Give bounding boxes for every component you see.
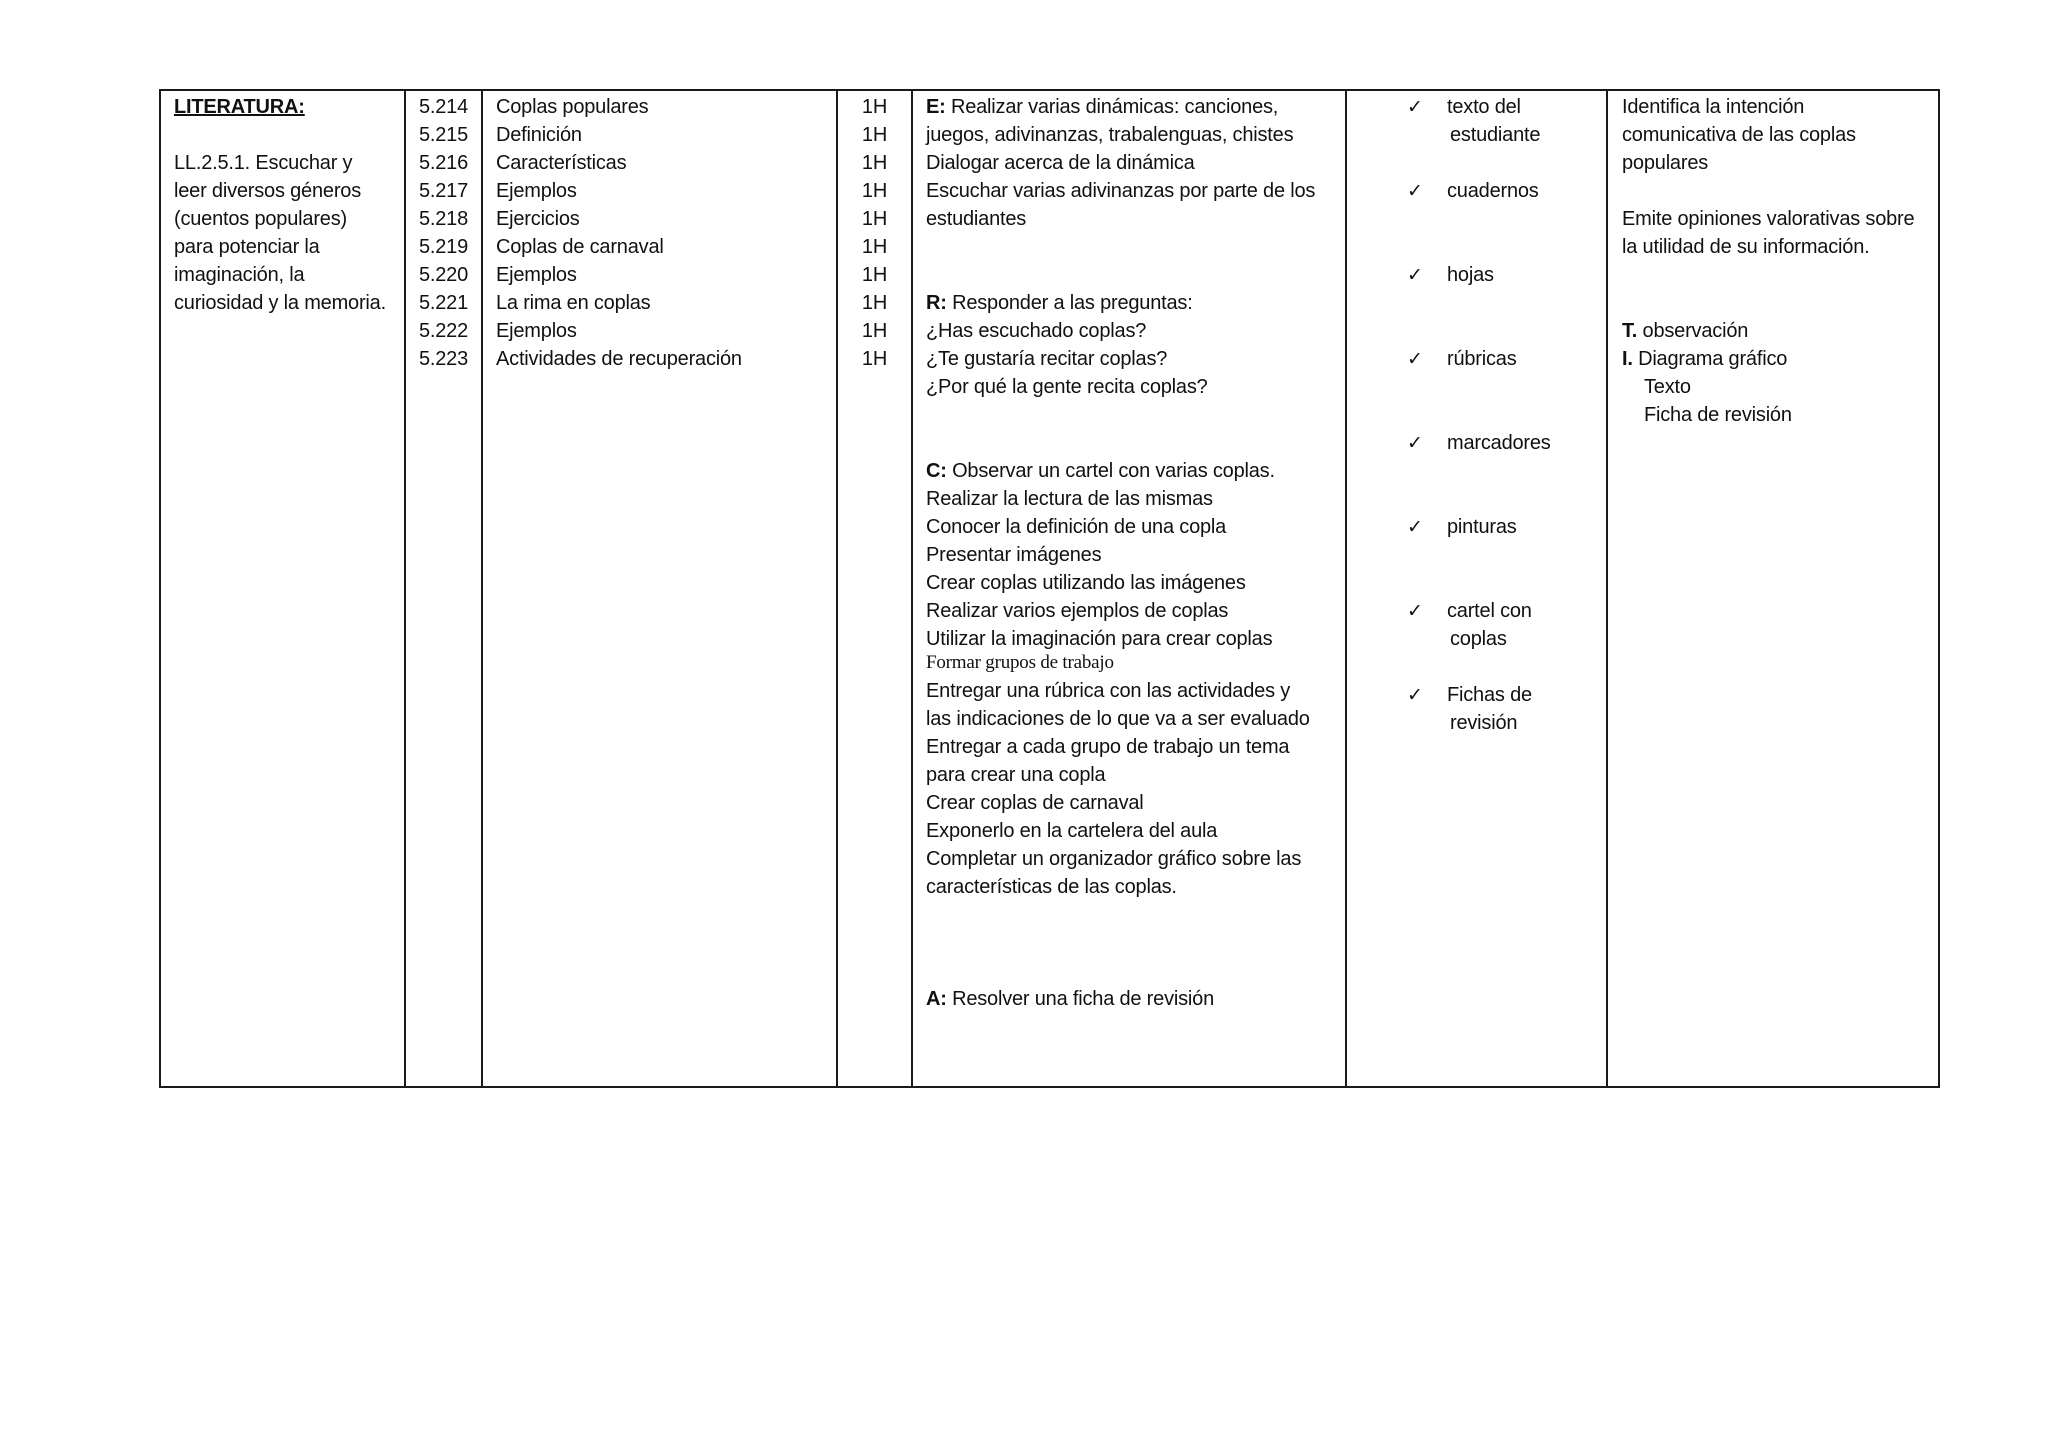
checkmark-icon: ✓ (1407, 96, 1423, 118)
activity-line: Completar un organizador gráfico sobre las (926, 848, 1302, 870)
hours-value: 1H (861, 152, 888, 174)
activity-line: para crear una copla (926, 764, 1106, 786)
topic-item: Actividades de recuperación (496, 348, 742, 370)
topic-item: Características (496, 152, 627, 174)
instrument-line: I. Diagrama gráfico (1622, 348, 1788, 370)
skill-line: (cuentos populares) (174, 208, 347, 230)
resource-label: hojas (1447, 264, 1494, 286)
resource-label: estudiante (1450, 124, 1541, 146)
hours-value: 1H (861, 180, 888, 202)
skill-line: curiosidad y la memoria. (174, 292, 386, 314)
topic-number: 5.217 (418, 180, 469, 202)
activity-line: Dialogar acerca de la dinámica (926, 152, 1195, 174)
spacer (926, 233, 1333, 289)
spacer (1622, 177, 1926, 205)
activity-line: características de las coplas. (926, 876, 1177, 898)
checkmark-icon: ✓ (1407, 432, 1423, 454)
topic-item: Definición (496, 124, 582, 146)
indicator-line: Identifica la intención (1622, 96, 1805, 118)
skill-cell (160, 90, 405, 1087)
hours-value: 1H (861, 264, 888, 286)
activity-line: Conocer la definición de una copla (926, 516, 1227, 538)
technique-line: T. observación (1622, 320, 1749, 342)
hours-value: 1H (861, 96, 888, 118)
resource-item (1347, 261, 1606, 289)
topic-number: 5.221 (418, 292, 469, 314)
instrument-item: Ficha de revisión (1644, 404, 1792, 426)
topic-number: 5.219 (418, 236, 469, 258)
topic-number: 5.220 (418, 264, 469, 286)
conceptualization-label: C: (926, 460, 947, 482)
resource-item (1347, 429, 1606, 457)
activity-line: Crear coplas utilizando las imágenes (926, 572, 1246, 594)
hours-cell (837, 90, 912, 1087)
resource-item (1347, 177, 1606, 205)
topic-item: Coplas populares (496, 96, 649, 118)
activity-line: R: Responder a las preguntas: (926, 292, 1193, 314)
resource-item (1347, 345, 1606, 373)
checkmark-icon: ✓ (1407, 348, 1423, 370)
resource-label: cuadernos (1447, 180, 1539, 202)
instrument-item: Texto (1644, 376, 1691, 398)
topic-item: La rima en coplas (496, 292, 651, 314)
activity-line: Entregar una rúbrica con las actividades y (926, 680, 1291, 702)
activities-cell (912, 90, 1346, 1087)
checkmark-icon: ✓ (1407, 684, 1423, 706)
evaluation-cell (1607, 90, 1939, 1087)
activity-line: ¿Te gustaría recitar coplas? (926, 348, 1168, 370)
topic-item: Ejemplos (496, 264, 577, 286)
activity-line: estudiantes (926, 208, 1027, 230)
resource-item (1347, 681, 1606, 737)
activity-line: las indicaciones de lo que va a ser evaluado (926, 708, 1310, 730)
application-label: A: (926, 988, 947, 1010)
activity-line: A: Resolver una ficha de revisión (926, 988, 1214, 1010)
hours-value: 1H (861, 208, 888, 230)
activity-line: E: Realizar varias dinámicas: canciones, (926, 96, 1279, 118)
topic-item: Coplas de carnaval (496, 236, 664, 258)
reflection-label: R: (926, 292, 947, 314)
resource-label: pinturas (1447, 516, 1517, 538)
indicator-line: populares (1622, 152, 1709, 174)
activity-line: Utilizar la imaginación para crear coplas (926, 628, 1273, 650)
topic-number: 5.214 (418, 96, 469, 118)
lesson-plan-table (159, 89, 1940, 1088)
spacer (926, 901, 1333, 985)
resource-item (1347, 597, 1606, 653)
activity-line: Formar grupos de trabajo (926, 652, 1114, 673)
topic-number: 5.223 (418, 348, 469, 370)
spacer (174, 121, 392, 149)
activity-line: Presentar imágenes (926, 544, 1102, 566)
activity-line: Escuchar varias adivinanzas por parte de los (926, 180, 1316, 202)
resource-label: marcadores (1447, 432, 1551, 454)
activity-line: Entregar a cada grupo de trabajo un tema (926, 736, 1290, 758)
resource-item (1347, 93, 1606, 149)
section-heading: LITERATURA: (174, 96, 305, 118)
resource-label: coplas (1450, 628, 1507, 650)
spacer (1622, 261, 1926, 317)
activity-line: ¿Has escuchado coplas? (926, 320, 1147, 342)
technique-label: T. (1622, 320, 1638, 342)
activity-line: Crear coplas de carnaval (926, 792, 1144, 814)
activity-line: Realizar varios ejemplos de coplas (926, 600, 1229, 622)
topic-number: 5.215 (418, 124, 469, 146)
hours-value: 1H (861, 236, 888, 258)
indicator-line: comunicativa de las coplas (1622, 124, 1856, 146)
number-cell (405, 90, 482, 1087)
resource-label: revisión (1450, 712, 1518, 734)
checkmark-icon: ✓ (1407, 180, 1423, 202)
experience-label: E: (926, 96, 946, 118)
topic-number: 5.222 (418, 320, 469, 342)
activity-line: Realizar la lectura de las mismas (926, 488, 1213, 510)
skill-line: para potenciar la (174, 236, 320, 258)
topic-number: 5.216 (418, 152, 469, 174)
checkmark-icon: ✓ (1407, 516, 1423, 538)
activity-line: ¿Por qué la gente recita coplas? (926, 376, 1208, 398)
checkmark-icon: ✓ (1407, 600, 1423, 622)
topic-item: Ejercicios (496, 208, 580, 230)
activity-line: juegos, adivinanzas, trabalenguas, chistes (926, 124, 1294, 146)
indicator-line: Emite opiniones valorativas sobre (1622, 208, 1915, 230)
hours-value: 1H (861, 348, 888, 370)
resource-label: rúbricas (1447, 348, 1517, 370)
topic-item: Ejemplos (496, 180, 577, 202)
hours-value: 1H (861, 320, 888, 342)
hours-value: 1H (861, 292, 888, 314)
resource-item (1347, 513, 1606, 541)
activity-line: C: Observar un cartel con varias coplas. (926, 460, 1275, 482)
resource-label: cartel con (1447, 600, 1532, 622)
topic-item: Ejemplos (496, 320, 577, 342)
activity-line: Exponerlo en la cartelera del aula (926, 820, 1218, 842)
resource-label: Fichas de (1447, 684, 1532, 706)
checkmark-icon: ✓ (1407, 264, 1423, 286)
topic-number: 5.218 (418, 208, 469, 230)
skill-line: imaginación, la (174, 264, 305, 286)
resources-cell (1346, 90, 1607, 1087)
topics-cell (482, 90, 837, 1087)
spacer (926, 401, 1333, 457)
instrument-label: I. (1622, 348, 1633, 370)
resource-label: texto del (1447, 96, 1521, 118)
table-row (160, 90, 1939, 1087)
skill-line: LL.2.5.1. Escuchar y (174, 152, 353, 174)
hours-value: 1H (861, 124, 888, 146)
skill-line: leer diversos géneros (174, 180, 362, 202)
indicator-line: la utilidad de su información. (1622, 236, 1870, 258)
